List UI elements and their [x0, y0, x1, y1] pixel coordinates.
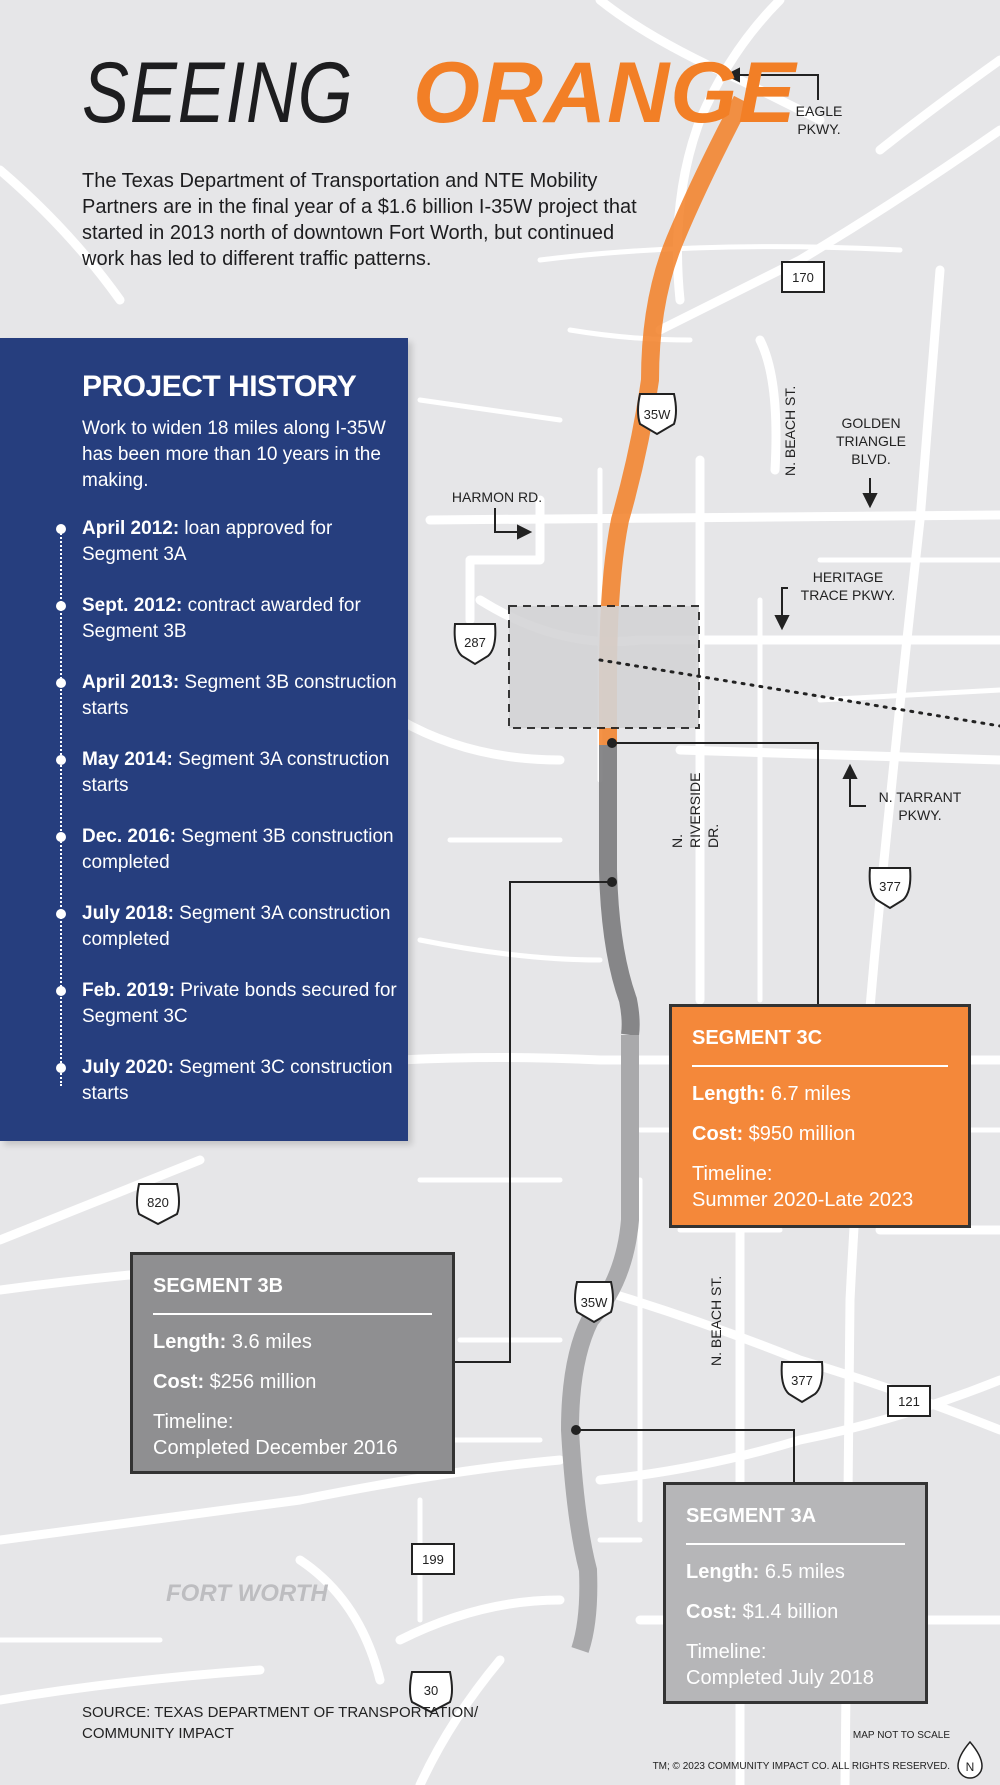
segment-3b-length: Length: 3.6 miles [153, 1331, 312, 1353]
label-heritage-trace-pkwy: HERITAGE TRACE PKWY. [800, 569, 896, 603]
shield-number: 170 [792, 270, 814, 285]
segment-3a-length: Length: 6.5 miles [686, 1561, 845, 1583]
intro-text: The Texas Department of Transportation and NTE Mobility Partners are in the final year of a $1.6 billion I-35W project that started in 2013 north of downtown Fort Worth, but continued work has led to different traffic patterns. [82, 170, 637, 270]
segment-3c-timeline: Summer 2020-Late 2023 [692, 1189, 914, 1211]
shield-number: 35W [580, 1295, 608, 1310]
timeline-event: May 2014: Segment 3A construction starts [82, 747, 402, 799]
segment-3c-timeline-label: Timeline: [692, 1163, 773, 1185]
shield-number: 377 [791, 1373, 813, 1388]
segment-3c-length: Length: 6.7 miles [692, 1083, 851, 1105]
segment-3b-name: SEGMENT 3B [153, 1275, 284, 1297]
label-golden-triangle-blvd: GOLDEN TRIANGLE BLVD. [835, 415, 906, 467]
segment-3a-timeline: Completed July 2018 [686, 1667, 874, 1689]
shield-number: 199 [422, 1552, 444, 1567]
segment-3c-name: SEGMENT 3C [692, 1027, 823, 1049]
shield-sh121 [888, 1386, 930, 1416]
segment-3b-cost: Cost: $256 million [153, 1371, 317, 1393]
title-part-1: SEEING [82, 45, 354, 141]
label-n-riverside-dr: N. RIVERSIDE DR. [669, 772, 721, 848]
segment-3a-name: SEGMENT 3A [686, 1505, 817, 1527]
label-eagle-pkwy: EAGLE PKWY. [795, 103, 843, 137]
page-title [82, 45, 797, 141]
label-fort-worth: FORT WORTH [166, 1580, 328, 1607]
timeline-event: Feb. 2019: Private bonds secured for Segment 3C [82, 978, 402, 1030]
timeline-event: July 2018: Segment 3A construction completed [82, 901, 402, 953]
timeline-event: July 2020: Segment 3C construction starts [82, 1055, 402, 1107]
shield-number: 820 [147, 1195, 169, 1210]
timeline-event: Sept. 2012: contract awarded for Segment 3B [82, 593, 402, 645]
timeline-event: Dec. 2016: Segment 3B construction completed [82, 824, 402, 876]
shield-number: 287 [464, 635, 486, 650]
shield-number: 30 [423, 1683, 439, 1698]
segment-3c-card [669, 1004, 971, 1228]
timeline-event: April 2012: loan approved for Segment 3A [82, 516, 402, 568]
shield-number: 121 [898, 1394, 920, 1409]
label-n-beach-st-north: N. BEACH ST. [782, 385, 798, 476]
segment-3a-card [663, 1482, 928, 1704]
label-n-beach-st-south: N. BEACH ST. [708, 1275, 724, 1366]
copyright-note: TM; © 2023 COMMUNITY IMPACT CO. ALL RIGHTS RESERVED. [652, 1761, 950, 1772]
project-history-panel [0, 338, 408, 1141]
shield-number: 377 [879, 879, 901, 894]
north-label: N [965, 1760, 975, 1774]
project-history-heading: PROJECT HISTORY [82, 370, 357, 403]
shield-number: 35W [643, 407, 671, 422]
title-part-2: ORANGE [412, 45, 797, 141]
shield-sh170 [782, 262, 824, 292]
focus-area [509, 606, 699, 728]
segment-3a-timeline-label: Timeline: [686, 1641, 767, 1663]
label-n-tarrant-pkwy: N. TARRANT PKWY. [878, 789, 962, 823]
segment-3b-card [130, 1252, 455, 1474]
not-to-scale-note: MAP NOT TO SCALE [852, 1730, 950, 1741]
segment-3c-cost: Cost: $950 million [692, 1123, 856, 1145]
label-harmon-rd: HARMON RD. [451, 489, 543, 505]
segment-3b-timeline-label: Timeline: [153, 1411, 234, 1433]
segment-3a-cost: Cost: $1.4 billion [686, 1601, 839, 1623]
project-history-lead: Work to widen 18 miles along I-35W has been more than 10 years in the making. [82, 418, 386, 491]
timeline-event: April 2013: Segment 3B construction starts [82, 670, 402, 722]
shield-sh199 [412, 1544, 454, 1574]
source-credit: SOURCE: TEXAS DEPARTMENT OF TRANSPORTATION/ COMMUNITY IMPACT [82, 1704, 479, 1742]
segment-3b-timeline: Completed December 2016 [153, 1437, 398, 1459]
